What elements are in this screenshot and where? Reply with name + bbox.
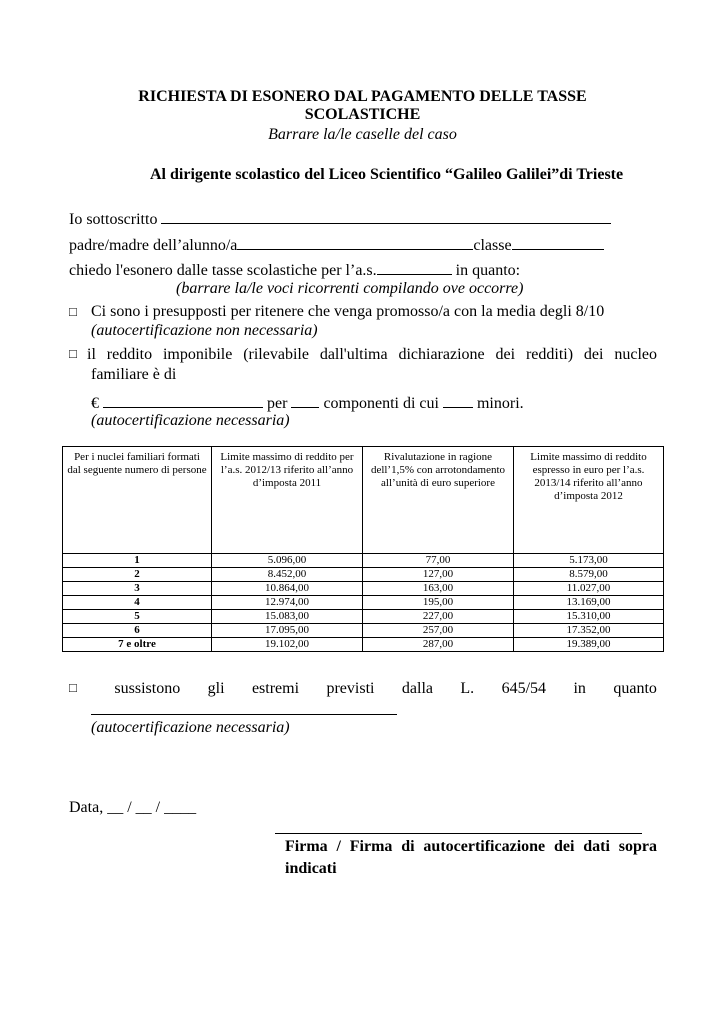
school-year-field[interactable] (377, 260, 452, 275)
merit-note: (autocertificazione non necessaria) (91, 322, 318, 339)
merit-option (69, 303, 604, 321)
law-option (69, 680, 657, 698)
revaluation-cell: 257,00 (363, 624, 514, 638)
class-label: classe (473, 237, 512, 254)
limit-2013-14-cell: 11.027,00 (514, 582, 664, 596)
revaluation-cell: 77,00 (363, 554, 514, 568)
instructions-text: (barrare la/le voci ricorrenti compilando ove occorre) (176, 280, 524, 297)
income-limits-table (62, 446, 664, 652)
law-option-line (69, 680, 657, 698)
income-per-label: per (267, 395, 288, 412)
limit-2012-13-cell: 8.452,00 (212, 568, 363, 582)
components-field[interactable] (291, 393, 319, 408)
revaluation-cell: 163,00 (363, 582, 514, 596)
law-word: sussistono (114, 680, 181, 697)
income-option-line (69, 346, 657, 364)
header-limit-2013-14: Limite massimo di reddito espresso in euro per l’a.s. 2013/14 riferito all’anno d’imposta 2012 (514, 447, 664, 554)
law-word: dalla (401, 680, 433, 697)
header-household-size: Per i nuclei familiari formati dal seguente numero di persone (63, 447, 212, 554)
currency-symbol: € (91, 395, 99, 412)
table-row (63, 610, 664, 624)
income-text: il reddito imponibile (rilevabile dall'ultima dichiarazione dei redditi) dei nucleo (87, 346, 657, 363)
addressee: Al dirigente scolastico del Liceo Scientifico “Galileo Galilei”di Trieste (150, 166, 624, 183)
revaluation-cell: 287,00 (363, 638, 514, 652)
household-size-cell: 1 (63, 554, 212, 568)
components-label: componenti di cui (323, 395, 439, 412)
law-word: gli (207, 680, 225, 697)
household-size-cell: 2 (63, 568, 212, 582)
table-header-row (63, 447, 664, 554)
student-name-field[interactable] (237, 235, 473, 250)
law-note: (autocertificazione necessaria) (91, 719, 290, 736)
table-row (63, 582, 664, 596)
revaluation-cell: 127,00 (363, 568, 514, 582)
limit-2012-13-cell: 10.864,00 (212, 582, 363, 596)
income-amount-row (91, 393, 524, 413)
request-prefix: chiedo l'esonero dalle tasse scolastiche per l’a.s. (69, 262, 377, 279)
request-row (69, 260, 520, 280)
household-size-cell: 3 (63, 582, 212, 596)
limit-2013-14-cell: 8.579,00 (514, 568, 664, 582)
limit-2013-14-cell: 15.310,00 (514, 610, 664, 624)
law-reason-row (91, 700, 397, 720)
income-amount-field[interactable] (103, 393, 263, 408)
law-reason-field[interactable] (91, 700, 397, 715)
limit-2013-14-cell: 19.389,00 (514, 638, 664, 652)
limit-2013-14-cell: 5.173,00 (514, 554, 664, 568)
merit-checkbox[interactable]: □ (69, 304, 77, 319)
limit-2012-13-cell: 12.974,00 (212, 596, 363, 610)
limit-2012-13-cell: 15.083,00 (212, 610, 363, 624)
income-checkbox[interactable]: □ (69, 346, 77, 361)
parent-label: padre/madre dell’alunno/a (69, 237, 238, 254)
header-limit-2012-13: Limite massimo di reddito per l’a.s. 2012/13 riferito all’anno d’imposta 2011 (212, 447, 363, 554)
document-title-continued: SCOLASTICHE (304, 106, 421, 123)
class-field[interactable] (512, 235, 604, 250)
merit-text: Ci sono i presupposti per ritenere che venga promosso/a con la media degli 8/10 (91, 303, 605, 320)
household-size-cell: 6 (63, 624, 212, 638)
law-word: L. (460, 680, 475, 697)
date-field[interactable]: Data, __ / __ / ____ (69, 799, 197, 816)
header-revaluation: Rivalutazione in ragione dell’1,5% con arrotondamento all’unità di euro superiore (363, 447, 514, 554)
table-row (63, 554, 664, 568)
document-title: RICHIESTA DI ESONERO DAL PAGAMENTO DELLE TASSE (138, 88, 587, 105)
signature-label: Firma / Firma di autocertificazione dei dati sopra indicati (285, 838, 657, 877)
table-row (63, 596, 664, 610)
signature-line[interactable] (275, 833, 642, 834)
limit-2012-13-cell: 17.095,00 (212, 624, 363, 638)
minors-label: minori. (476, 395, 524, 412)
law-word: in (573, 680, 586, 697)
table-row (63, 638, 664, 652)
income-option (69, 346, 657, 364)
income-text-continued: familiare è di (91, 366, 177, 383)
law-word: estremi (251, 680, 300, 697)
request-suffix: in quanto: (455, 262, 521, 279)
revaluation-cell: 195,00 (363, 596, 514, 610)
household-size-cell: 5 (63, 610, 212, 624)
signer-label: Io sottoscritto (69, 211, 158, 228)
law-word: previsti (326, 680, 375, 697)
limit-2013-14-cell: 13.169,00 (514, 596, 664, 610)
student-row (69, 235, 604, 255)
signer-name-field[interactable] (161, 209, 611, 224)
revaluation-cell: 227,00 (363, 610, 514, 624)
household-size-cell: 7 e oltre (63, 638, 212, 652)
limit-2012-13-cell: 19.102,00 (212, 638, 363, 652)
limit-2012-13-cell: 5.096,00 (212, 554, 363, 568)
table-row (63, 568, 664, 582)
signer-row (69, 209, 611, 229)
law-checkbox[interactable]: □ (69, 680, 77, 695)
document-subtitle: Barrare la/le caselle del caso (268, 126, 457, 143)
limit-2013-14-cell: 17.352,00 (514, 624, 664, 638)
law-word: 645/54 (501, 680, 547, 697)
law-word: quanto (613, 680, 657, 697)
household-size-cell: 4 (63, 596, 212, 610)
minors-field[interactable] (443, 393, 473, 408)
income-note: (autocertificazione necessaria) (91, 412, 290, 429)
table-row (63, 624, 664, 638)
